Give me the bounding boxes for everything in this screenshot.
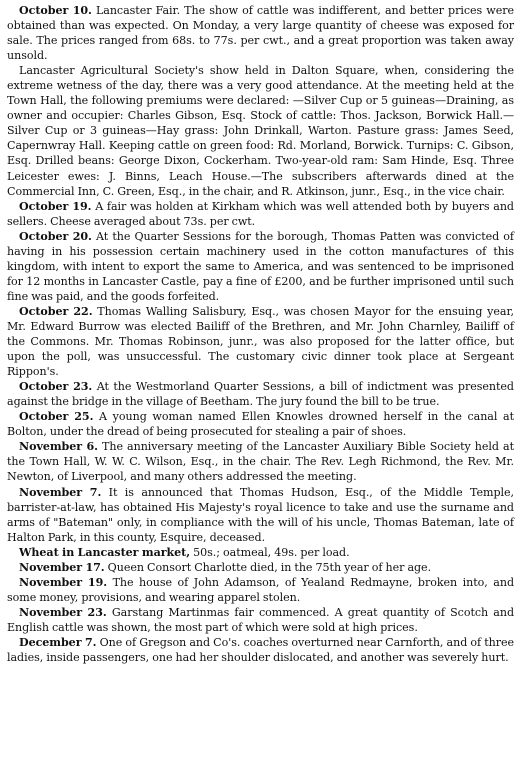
entry-text: 50s.; oatmeal, 49s. per load. [190,545,350,559]
entry-text: The anniversary meeting of the Lancaster Auxiliary Bible Society held at the Town Hall, W. W. C. Wilson, Esq., in the chair. The Rev. Legh Richmond, the Rev. Mr. Newton, of Liverpool, and many others addressed the meeting. [7,440,514,484]
entry-date: November 19. [19,575,108,589]
entry-date: October 25. [19,410,94,424]
entry-nov-6 [7,439,514,484]
entry-text: Lancaster Agricultural Society's show held in Dalton Square, when, considering the extreme wetness of the day, there was a very good attendance. At the meeting held at the Town Hall, the following premiums were declared: —Silver Cup or 5 guineas—Draining, as owner and occupier: Charles Gibson, Esq. Stock of cattle: Thos. Jackson, Borwick Hall.—Silver Cup or 3 guineas—Hay grass: John Drinkall, Warton. Pasture grass: James Seed, Capernwray Hall. Keeping cattle on green food: Rd. Morland, Borwick. Turnips: C. Gibson, Esq. Drilled beans: George Dixon, Cockerham. Two-year-old ram: Sam Hinde, Esq. Three Leicester ewes: J. Binns, Leach House.—The subscribers afterwards dined at the Commercial Inn, C. Green, Esq., in the chair, and R. Atkinson, junr., Esq., in the vice chair. [7,64,514,198]
entry-wheat-market [7,545,514,560]
entry-date: Wheat in Lancaster market, [19,545,191,559]
entry-nov-23 [7,605,514,635]
entry-text: At the Quarter Sessions for the borough, Thomas Patten was convicted of having in his possession certain machinery used in the cotton manufactures of this kingdom, with intent to export the same to America, and was sentenced to be imprisoned for 12 months in Lancaster Castle, pay a fine of £200, and be further imprisoned until such fine was paid, and the goods forfeited. [7,229,514,303]
entry-oct-22 [7,304,514,379]
entry-nov-19 [7,575,514,605]
entry-date: October 23. [19,380,93,394]
entry-oct-25 [7,409,514,439]
entry-text: Queen Consort Charlotte died, in the 75th year of her age. [104,560,432,574]
entry-text: Garstang Martinmas fair commenced. A great quantity of Scotch and English cattle was shown, the most part of which were sold at high prices. [7,605,514,634]
entry-dec-7 [7,635,514,665]
entry-oct-20 [7,229,514,304]
entry-text: At the Westmorland Quarter Sessions, a bill of indictment was presented against the bridge in the village of Beetham. The jury found the bill to be true. [7,380,514,409]
entry-text: Lancaster Fair. The show of cattle was indifferent, and better prices were obtained than was expected. On Monday, a very large quantity of cheese was exposed for sale. The prices ranged from 68s. to 77s. per cwt., and a great proportion was taken away unsold. [7,4,514,63]
entry-text: A fair was holden at Kirkham which was well attended both by buyers and sellers. Cheese averaged about 73s. per cwt. [7,199,514,228]
entry-oct-23 [7,379,514,409]
entry-date: October 20. [19,229,92,243]
entry-agricultural-show [7,63,514,198]
entry-text: It is announced that Thomas Hudson, Esq., of the Middle Temple, barrister-at-law, has obtained His Majesty's royal licence to take and use the surname and arms of "Bateman" only, in compliance with the will of his uncle, Thomas Bateman, late of Halton Park, in this county, Esquire, deceased. [7,485,515,544]
entry-text: Thomas Walling Salisbury, Esq., was chosen Mayor for the ensuing year, Mr. Edward Burrow was elected Bailiff of the Brethren, and Mr. John Charnley, Bailiff of the Commons. Mr. Thomas Robinson, junr., was also proposed for the latter office, but upon the poll, was unsuccessful. The customary civic dinner took place at Sergeant Rippon's. [7,304,514,379]
entry-nov-7 [7,485,514,545]
entry-date: November 17. [19,560,105,574]
entry-oct-10 [7,3,514,63]
entry-date: October 22. [19,304,93,318]
entry-date: December 7. [19,635,97,649]
entry-nov-17 [7,560,514,575]
entry-text: One of Gregson and Co's. coaches overturned near Carnforth, and of three ladies, inside passengers, one had her shoulder dislocated, and another was severely hurt. [7,635,514,665]
entry-oct-19 [7,199,514,229]
entry-text: The house of John Adamson, of Yealand Redmayne, broken into, and some money, provisions, and wearing apparel stolen. [7,575,514,604]
entry-date: November 23. [19,605,107,619]
entry-date: October 10. [19,4,92,17]
entry-date: November 7. [19,485,102,499]
entry-date: October 19. [19,199,92,213]
entry-date: November 6. [19,440,98,454]
entry-text: A young woman named Ellen Knowles drowned herself in the canal at Bolton, under the dread of being prosecuted for stealing a pair of shoes. [7,410,514,439]
